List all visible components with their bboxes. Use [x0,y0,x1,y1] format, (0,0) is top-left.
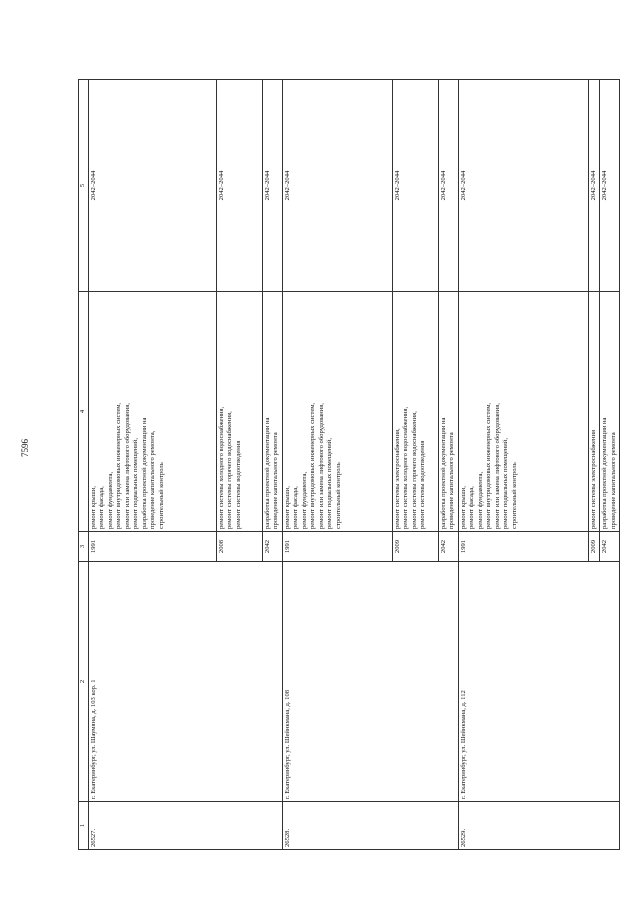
record-id: 26528. [283,802,459,850]
work-item: ремонт системы электроснабжения, [394,428,401,529]
work-item: ремонт внутридомовых инженерных систем, [115,402,123,529]
commission-year: 1991 [459,532,589,562]
header-cell: 5 [79,80,89,292]
work-item: проведение капитального ремонта [609,432,617,529]
work-item: проведение капитального ремонта [448,432,456,529]
repair-period: 2042–2044 [283,80,393,292]
works-list [589,292,600,532]
repair-period: 2042–2044 [217,80,263,292]
work-item: ремонт или замена лифтового оборудования, [493,403,501,529]
works-list [459,292,589,532]
work-item: ремонт фундамента, [106,471,114,529]
work-item: ремонт фундамента, [476,471,484,529]
work-item: ремонт фасада, [468,486,476,529]
record-id: 26527. [89,802,283,850]
header-cell: 2 [79,562,89,802]
record-address: г. Екатеринбург, ул. Шаумяна, д. 103 кор. 1 [89,562,283,802]
table-row [459,80,589,850]
commission-year: 1991 [89,532,217,562]
work-item: ремонт крыши, [460,486,467,529]
work-item: ремонт подвальных помещений, [502,438,510,529]
repair-period: 2042–2044 [89,80,217,292]
work-item: строительный контроль [510,462,518,529]
work-item: ремонт или замена лифтового оборудования, [123,403,131,529]
record-address: г. Екатеринбург, ул. Шейнкмана, д. 112 [459,562,620,802]
work-item: ремонт системы холодного водоснабжения, [218,406,225,529]
works-list [217,292,263,532]
work-item: проведение капитального ремонта, [149,430,157,529]
commission-year: 1991 [283,532,393,562]
work-item: ремонт крыши, [90,486,97,529]
work-item: разработка проектной документации на [140,417,148,529]
work-item: ремонт системы водоотведения [234,440,242,529]
commission-year: 2009 [589,532,600,562]
record-address: г. Екатеринбург, ул. Шейнкмана, д. 108 [283,562,459,802]
works-list [439,292,459,532]
work-item: проведение капитального ремонта [272,432,280,529]
rotated-table-container [78,80,617,850]
repair-period: 2042–2044 [393,80,439,292]
repair-period: 2042–2044 [600,80,620,292]
header-cell: 4 [79,292,89,532]
work-item: разработка проектной документации на [601,417,609,529]
header-cell: 1 [79,802,89,850]
work-item: строительный контроль [334,462,342,529]
commission-year: 2009 [393,532,439,562]
work-item: разработка проектной документации на [264,417,271,529]
header-cell: 3 [79,532,89,562]
work-item: ремонт системы горячего водоснабжения, [226,411,234,529]
work-item: ремонт системы горячего водоснабжения, [410,411,418,529]
header-row [79,80,89,850]
works-list [89,292,217,532]
works-list [393,292,439,532]
work-item: ремонт крыши, [284,486,291,529]
work-item: ремонт подвальных помещений, [132,438,140,529]
work-item: ремонт фундамента, [300,471,308,529]
repair-period: 2042–2044 [439,80,459,292]
commission-year: 2042 [263,532,283,562]
commission-year: 2042 [439,532,459,562]
work-item: разработка проектной документации на [440,417,447,529]
repair-period: 2042–2044 [263,80,283,292]
page-number: 7596 [20,439,30,457]
work-item: ремонт внутридомовых инженерных систем, [485,402,493,529]
work-item: строительный контроль [157,462,165,529]
work-item: ремонт внутридомовых инженерных систем, [309,402,317,529]
record-id: 26529. [459,802,620,850]
work-item: ремонт системы водоотведения [419,440,427,529]
table-row [283,80,393,850]
work-item: ремонт или замена лифтового оборудования, [317,403,325,529]
repair-schedule-table [78,79,620,850]
work-item: ремонт фасада, [292,486,300,529]
table-body [89,80,620,850]
works-list [283,292,393,532]
works-list [263,292,283,532]
work-item: ремонт системы холодного водоснабжения, [402,406,410,529]
work-item: ремонт системы электроснабжения [590,429,597,529]
repair-period: 2042–2044 [459,80,589,292]
commission-year: 2042 [600,532,620,562]
repair-period: 2042–2044 [589,80,600,292]
work-item: ремонт фасада, [98,486,106,529]
work-item: ремонт подвальных помещений, [326,438,334,529]
works-list [600,292,620,532]
table-row [89,80,217,850]
commission-year: 2008 [217,532,263,562]
